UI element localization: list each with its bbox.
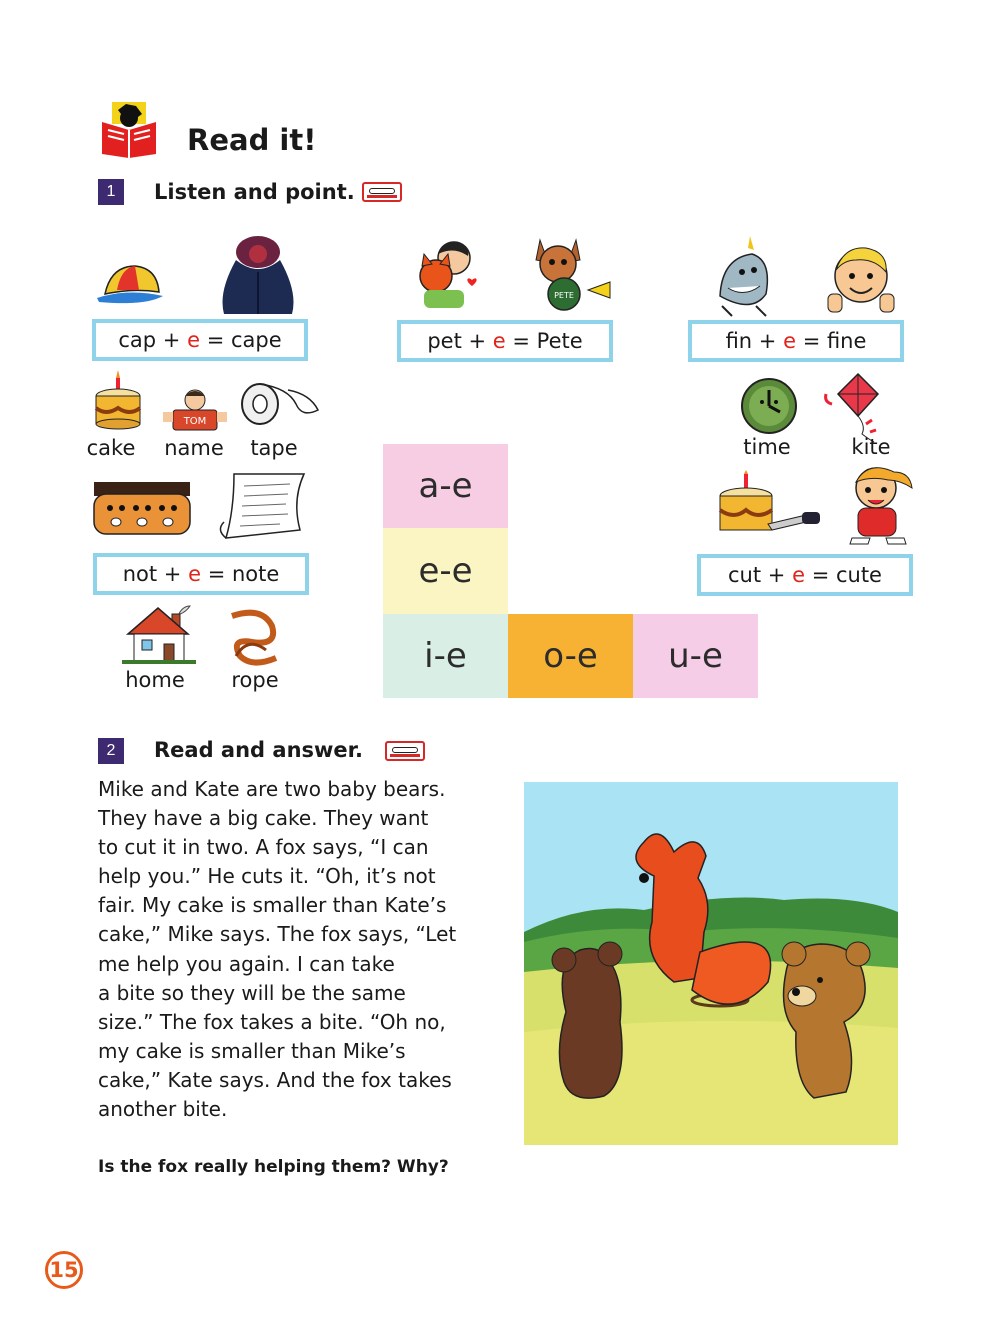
tile-o-e-label: o-e bbox=[543, 636, 598, 676]
story-line: They have a big cake. They want bbox=[98, 806, 429, 831]
story-line: a bite so they will be the same bbox=[98, 980, 406, 1005]
shark-fin-illustration bbox=[712, 234, 778, 318]
equation-left: cut + bbox=[728, 563, 786, 587]
magic-e: e bbox=[188, 562, 201, 586]
tile-i-e[interactable] bbox=[383, 614, 508, 698]
page-title: Read it! bbox=[187, 123, 317, 157]
equation-left: pet + bbox=[427, 329, 487, 353]
cape-illustration bbox=[212, 232, 304, 316]
cassette-tape-icon[interactable] bbox=[385, 741, 425, 761]
tile-u-e-label: u-e bbox=[668, 636, 723, 676]
section-number-1: 1 bbox=[98, 179, 124, 205]
story-line: me help you again. I can take bbox=[98, 951, 395, 976]
tape-roll-illustration bbox=[238, 380, 322, 428]
story-line: help you.” He cuts it. “Oh, it’s not bbox=[98, 864, 436, 889]
equation-not-note bbox=[93, 553, 309, 595]
story-line: my cake is smaller than Mike’s bbox=[98, 1038, 406, 1063]
fine-boy-illustration bbox=[826, 244, 896, 316]
word-cake: cake bbox=[86, 436, 136, 460]
word-name: name bbox=[164, 436, 224, 460]
cake-illustration bbox=[92, 368, 144, 430]
cute-girl-illustration bbox=[838, 462, 918, 546]
note-paper-illustration bbox=[216, 470, 308, 542]
tile-a-e[interactable] bbox=[383, 444, 508, 528]
equation-left: cap + bbox=[118, 328, 181, 352]
rope-illustration bbox=[222, 606, 286, 666]
tile-u-e[interactable] bbox=[633, 614, 758, 698]
tile-i-e-label: i-e bbox=[424, 636, 467, 676]
tile-a-e-label: a-e bbox=[418, 466, 473, 506]
tile-e-e[interactable] bbox=[383, 528, 508, 614]
kite-illustration bbox=[822, 372, 892, 444]
cap-illustration bbox=[93, 262, 167, 306]
magic-e: e bbox=[792, 563, 805, 587]
page-number: 15 bbox=[45, 1251, 83, 1289]
word-rope: rope bbox=[231, 668, 279, 692]
reading-book-icon bbox=[98, 100, 160, 158]
equation-pet-pete bbox=[397, 320, 613, 362]
name-tag-text: TOM bbox=[183, 416, 207, 427]
story-line: cake,” Kate says. And the fox takes bbox=[98, 1067, 452, 1092]
name-tag-illustration bbox=[159, 388, 231, 432]
magic-e: e bbox=[492, 329, 506, 353]
story-line: to cut it in two. A fox says, “I can bbox=[98, 835, 429, 860]
home-illustration bbox=[120, 600, 198, 666]
equation-right: = Pete bbox=[512, 329, 583, 353]
word-tape: tape bbox=[250, 436, 298, 460]
comprehension-question: Is the fox really helping them? Why? bbox=[98, 1157, 449, 1177]
word-home: home bbox=[125, 668, 185, 692]
equation-cut-cute bbox=[697, 554, 913, 596]
equation-right: = cape bbox=[206, 328, 282, 352]
story-line: cake,” Mike says. The fox says, “Let bbox=[98, 922, 457, 947]
section-1-title: Listen and point. bbox=[154, 180, 355, 204]
story-text bbox=[98, 775, 518, 1124]
equation-right: = note bbox=[207, 562, 280, 586]
word-time: time bbox=[743, 435, 791, 459]
equation-cap-cape bbox=[92, 319, 308, 361]
story-line: fair. My cake is smaller than Kate’s bbox=[98, 893, 447, 918]
cut-cake-illustration bbox=[716, 470, 822, 544]
triple-faces-illustration bbox=[92, 480, 192, 540]
magic-e: e bbox=[783, 329, 796, 353]
cassette-tape-icon[interactable] bbox=[362, 182, 402, 202]
section-number-2: 2 bbox=[98, 738, 124, 764]
word-kite: kite bbox=[851, 435, 891, 459]
tile-o-e[interactable] bbox=[508, 614, 633, 698]
story-illustration bbox=[524, 782, 898, 1145]
story-line: another bite. bbox=[98, 1097, 228, 1122]
pete-tag: PETE bbox=[554, 291, 574, 300]
pete-illustration bbox=[528, 232, 612, 312]
equation-fin-fine bbox=[688, 320, 904, 362]
equation-left: not + bbox=[122, 562, 182, 586]
story-line: Mike and Kate are two baby bears. bbox=[98, 777, 446, 801]
story-line: size.” The fox takes a bite. “Oh no, bbox=[98, 1009, 446, 1034]
section-2-title: Read and answer. bbox=[154, 738, 363, 762]
tile-e-e-label: e-e bbox=[418, 551, 473, 591]
clock-illustration bbox=[738, 376, 800, 436]
pet-illustration bbox=[408, 236, 486, 310]
equation-right: = cute bbox=[811, 563, 882, 587]
equation-left: fin + bbox=[725, 329, 777, 353]
equation-right: = fine bbox=[802, 329, 867, 353]
magic-e: e bbox=[187, 328, 200, 352]
